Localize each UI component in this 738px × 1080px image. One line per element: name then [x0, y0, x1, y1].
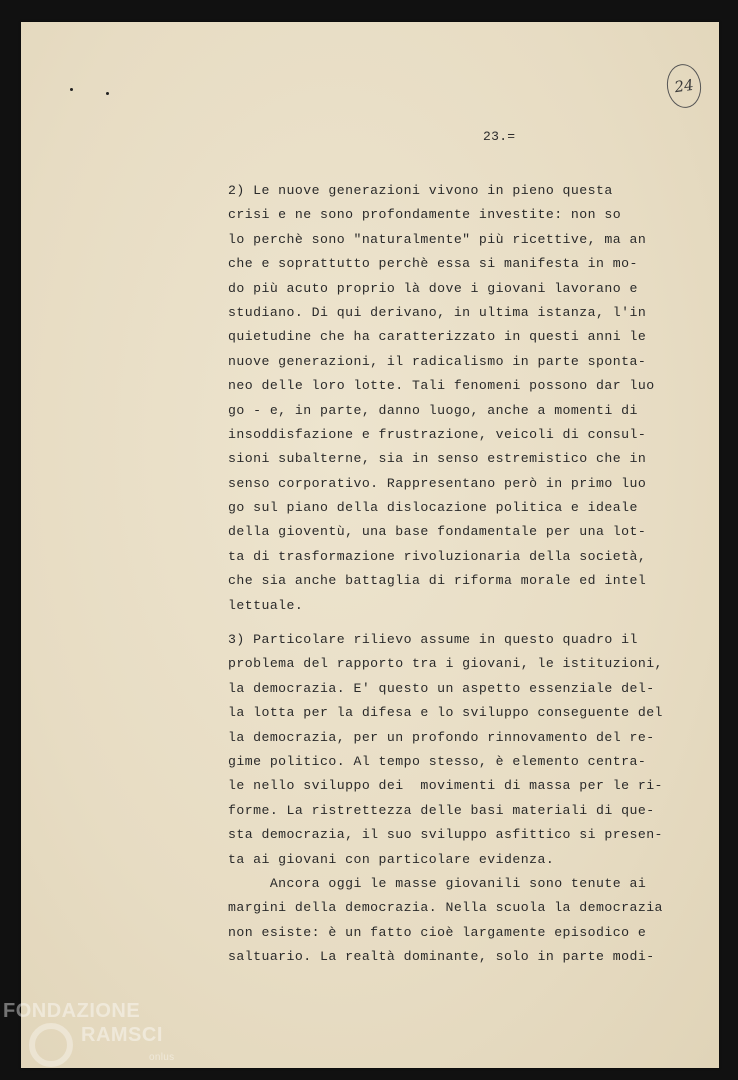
text-line: studiano. Di qui derivano, in ultima istanza, l'in: [228, 304, 647, 320]
text-line: saltuario. La realtà dominante, solo in parte modi-: [228, 949, 655, 965]
text-line: le nello sviluppo dei movimenti di massa per le ri-: [228, 778, 663, 794]
text-line: Ancora oggi le masse giovanili sono tenute ai: [228, 875, 647, 891]
text-line: sta democrazia, il suo sviluppo asfittico si presen-: [228, 827, 663, 843]
punch-mark-right: [106, 92, 109, 95]
text-line: crisi e ne sono profondamente investite: non so: [228, 207, 622, 223]
text-line: go - e, in parte, danno luogo, anche a momenti di: [228, 402, 638, 418]
text-line: della gioventù, una base fondamentale per una lot-: [228, 524, 647, 540]
fondazione-gramsci-watermark: [3, 1000, 188, 1078]
text-line: do più acuto proprio là dove i giovani lavorano e: [228, 280, 638, 296]
page-number: 23.=: [483, 129, 516, 144]
text-line: 3) Particolare rilievo assume in questo quadro il: [228, 632, 638, 648]
text-line: ta di trasformazione rivoluzionaria della società,: [228, 548, 647, 564]
text-line: la democrazia. E' questo un aspetto essenziale del-: [228, 680, 655, 696]
text-line: problema del rapporto tra i giovani, le istituzioni,: [228, 656, 663, 672]
text-line: lo perchè sono "naturalmente" più ricettive, ma an: [228, 231, 647, 247]
watermark-g-logo-icon: [29, 1023, 73, 1067]
text-line: che e soprattutto perchè essa si manifesta in mo-: [228, 256, 638, 272]
text-line: neo delle loro lotte. Tali fenomeni possono dar luo: [228, 378, 655, 394]
text-line: sioni subalterne, sia in senso estremistico che in: [228, 451, 647, 467]
watermark-line-2: RAMSCI: [81, 1024, 163, 1046]
text-line: ta ai giovani con particolare evidenza.: [228, 851, 555, 867]
document-page: [21, 22, 719, 1068]
handwritten-page-number: 24: [664, 62, 704, 110]
text-line: la democrazia, per un profondo rinnovamento del re-: [228, 729, 655, 745]
text-line: la lotta per la difesa e lo sviluppo conseguente del: [228, 705, 663, 721]
text-line: che sia anche battaglia di riforma morale ed intel: [228, 573, 647, 589]
text-line: nuove generazioni, il radicalismo in parte sponta-: [228, 353, 647, 369]
text-line: forme. La ristrettezza delle basi materiali di que-: [228, 802, 655, 818]
paragraph-gap: [228, 618, 668, 628]
text-line: gime politico. Al tempo stesso, è elemento centra-: [228, 753, 647, 769]
punch-mark-left: [70, 88, 73, 91]
watermark-line-1: FONDAZIONE: [3, 1000, 141, 1022]
typewritten-body: [228, 179, 668, 970]
text-line: quietudine che ha caratterizzato in questi anni le: [228, 329, 647, 345]
text-line: non esiste: è un fatto cioè largamente episodico e: [228, 924, 647, 940]
text-line: 2) Le nuove generazioni vivono in pieno questa: [228, 183, 613, 198]
text-line: go sul piano della dislocazione politica e ideale: [228, 500, 638, 516]
text-line: senso corporativo. Rappresentano però in primo luo: [228, 475, 647, 491]
text-line: lettuale.: [228, 597, 304, 613]
text-line: margini della democrazia. Nella scuola la democrazia: [228, 900, 663, 916]
text-line: insoddisfazione e frustrazione, veicoli di consul-: [228, 426, 647, 442]
watermark-line-3: onlus: [149, 1052, 175, 1063]
